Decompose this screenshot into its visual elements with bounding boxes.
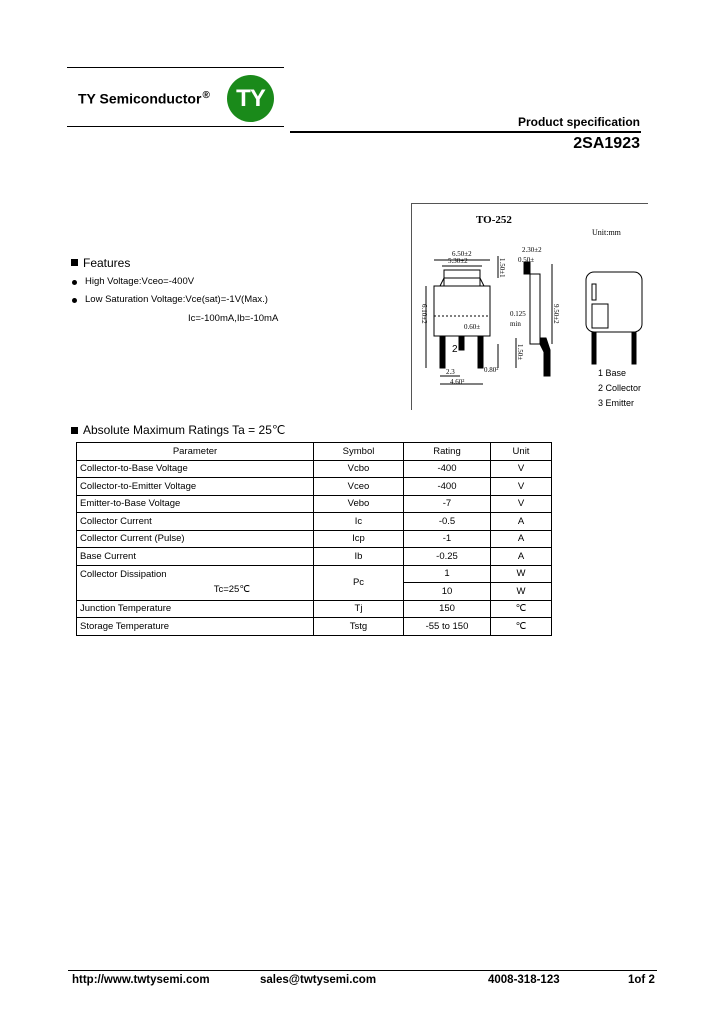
lead-2 — [459, 336, 464, 350]
svg-text:6.10±2: 6.10±2 — [420, 304, 428, 324]
dissipation-rating-1: 1 — [404, 565, 491, 583]
features-heading: Features — [83, 256, 131, 270]
svg-text:6.50±2: 6.50±2 — [452, 250, 472, 258]
package-unit: Unit:mm — [592, 228, 621, 237]
svg-text:5.30±2: 5.30±2 — [448, 257, 468, 265]
dissipation-symbol: Pc — [314, 565, 404, 600]
features-bullet-square — [71, 259, 78, 266]
svg-text:4.60²: 4.60² — [450, 378, 465, 386]
body-outline — [434, 286, 490, 336]
table-row: Collector-to-Base Voltage Vcbo -400 V — [77, 460, 552, 478]
table-row: Emitter-to-Base Voltage Vebo -7 V — [77, 495, 552, 513]
lead-3 — [478, 336, 483, 368]
company-name: TY Semiconductor® — [78, 90, 210, 107]
feature-low-sat-condition: Ic=-100mA,Ib=-10mA — [188, 313, 279, 324]
side-body — [530, 274, 540, 344]
dissipation-cond: Tc=25℃ — [213, 583, 250, 595]
package-title: TO-252 — [476, 214, 512, 226]
footprint-outline — [586, 272, 642, 332]
table-row: Collector-to-Emitter Voltage Vceo -400 V — [77, 478, 552, 496]
ratings-table — [76, 442, 552, 636]
footer-rule — [68, 970, 657, 971]
footer-page-number: 1of 2 — [628, 974, 655, 986]
svg-text:min: min — [510, 320, 521, 328]
col-symbol: Symbol — [314, 443, 404, 461]
table-row-dissipation — [77, 565, 552, 583]
table-row: Base Current Ib -0.25 A — [77, 548, 552, 566]
svg-text:1.50±1: 1.50±1 — [498, 258, 506, 278]
header-rule-bottom — [67, 126, 284, 127]
ratings-heading: Absolute Maximum Ratings Ta = 25℃ — [83, 423, 286, 437]
dissipation-param: Collector Dissipation — [80, 568, 167, 580]
table-row: Junction Temperature Tj 150 ℃ — [77, 600, 552, 618]
pin-1-label: 1 Base — [598, 368, 627, 378]
svg-text:9.50±2: 9.50±2 — [552, 304, 560, 324]
dissipation-unit-1: W — [491, 565, 552, 583]
feature-bullet — [72, 298, 77, 303]
dissipation-rating-2: 10 — [404, 583, 491, 601]
feature-bullet — [72, 280, 77, 285]
svg-text:2: 2 — [452, 344, 458, 355]
footer-email-link[interactable]: sales@twtysemi.com — [260, 974, 377, 986]
svg-text:0.60±: 0.60± — [464, 323, 481, 331]
table-header-row — [77, 443, 552, 461]
svg-text:1.50±: 1.50± — [516, 344, 524, 361]
svg-text:0.125: 0.125 — [510, 310, 526, 318]
company-logo: TY — [227, 75, 274, 122]
table-row: Collector Current Ic -0.5 A — [77, 513, 552, 531]
pin-3-label: 3 Emitter — [598, 398, 635, 408]
footer-phone: 4008-318-123 — [488, 974, 560, 986]
footer-website-link[interactable]: http://www.twtysemi.com — [72, 974, 210, 986]
feature-high-voltage: High Voltage:Vceo=-400V — [85, 276, 195, 287]
svg-text:0.50±: 0.50± — [518, 256, 535, 264]
svg-text:2.30±2: 2.30±2 — [522, 246, 542, 254]
registered-mark: ® — [202, 90, 210, 101]
table-row: Collector Current (Pulse) Icp -1 A — [77, 530, 552, 548]
svg-text:0.80²: 0.80² — [484, 366, 499, 374]
ratings-bullet-square — [71, 427, 78, 434]
col-parameter: Parameter — [77, 443, 314, 461]
title-rule — [290, 131, 641, 133]
svg-text:2.3: 2.3 — [446, 368, 455, 376]
feature-low-sat: Low Saturation Voltage:Vce(sat)=-1V(Max.) — [85, 294, 268, 305]
col-unit: Unit — [491, 443, 552, 461]
col-rating: Rating — [404, 443, 491, 461]
header-rule-top — [67, 67, 284, 68]
product-spec-label: Product specification — [517, 115, 640, 129]
pin-2-label: 2 Collector — [598, 383, 642, 393]
table-row: Storage Temperature Tstg -55 to 150 ℃ — [77, 618, 552, 636]
dissipation-unit-2: W — [491, 583, 552, 601]
part-number: 2SA1923 — [573, 135, 640, 152]
lead-1 — [440, 336, 445, 368]
package-drawing — [411, 203, 648, 410]
